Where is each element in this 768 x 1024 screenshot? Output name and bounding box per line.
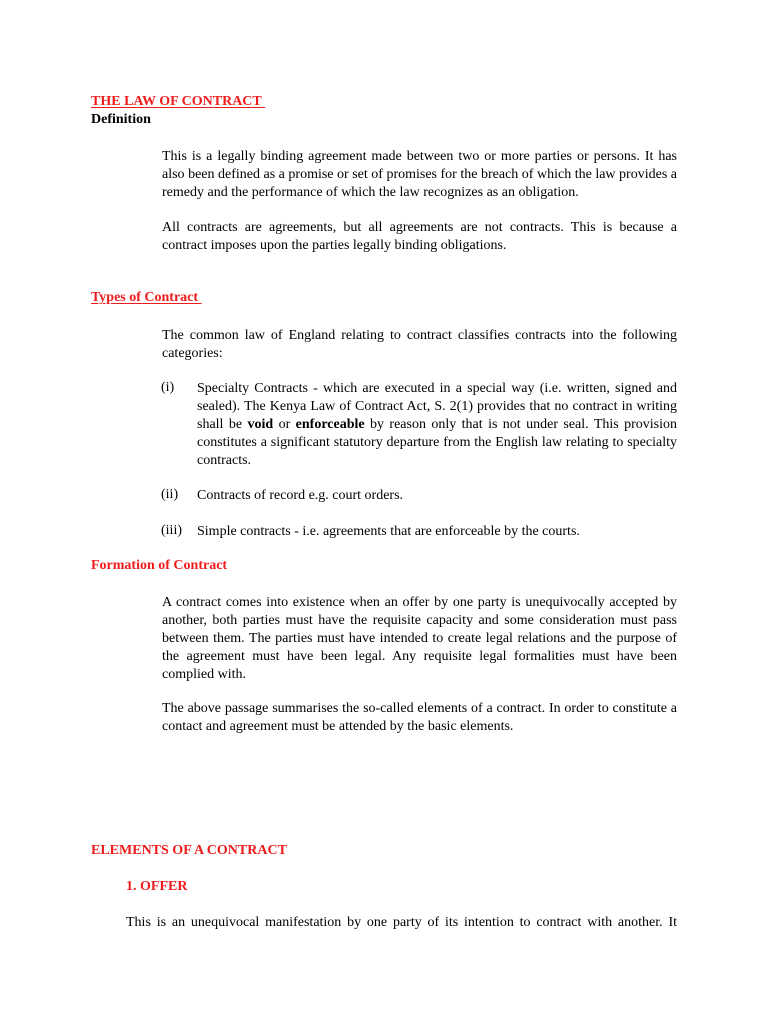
list-item-number: (iii) [161, 523, 182, 538]
offer-heading: 1. OFFER [126, 879, 188, 894]
formation-heading: Formation of Contract [91, 558, 228, 573]
types-heading: Types of Contract [91, 290, 199, 305]
formation-paragraph-2: The above passage summarises the so-called elements of a contract. In order to constitute a contact and agreement must be attended by the basic elements. [162, 701, 677, 734]
page-title: THE LAW OF CONTRACT [91, 94, 262, 109]
definition-paragraph-1: This is a legally binding agreement made between two or more parties or persons. It has also been defined as a promise or set of promises for the breach of which the law provides a remedy and the performance of which the law recognizes as an obligation. [162, 149, 677, 200]
types-intro: The common law of England relating to contract classifies contracts into the following categories: [162, 328, 677, 361]
void-term: void [247, 417, 274, 432]
formation-paragraph-1: A contract comes into existence when an offer by one party is unequivocally accepted by another, both parties must have the requisite capacity and some consideration must pass between them. The parties must have intended to create legal relations and the purpose of the agreement must have been legal. Any requisite legal formalities must have been complied with. [162, 595, 677, 682]
definition-paragraph-2: All contracts are agreements, but all agreements are not contracts. This is because a contract imposes upon the parties legally binding obligations. [162, 220, 677, 253]
definition-label: Definition [91, 112, 151, 127]
list-item-text: Contracts of record e.g. court orders. [197, 488, 404, 503]
offer-paragraph: This is an unequivocal manifestation by one party of its intention to contract with another. It [126, 915, 677, 930]
list-item-text: Simple contracts - i.e. agreements that are enforceable by the courts. [197, 524, 580, 539]
elements-heading: ELEMENTS OF A CONTRACT [91, 843, 287, 858]
list-item-number: (i) [161, 380, 175, 395]
enforceable-term: enforceable [295, 417, 365, 432]
list-item-number: (ii) [161, 487, 179, 502]
list-item-text: Specialty Contracts - which are executed in a special way (i.e. written, signed and sealed). The Kenya Law of Contract Act, S. 2(1) provides that no contract in writing shall be void or enforceable by reason only that is not under seal. This provision constitutes a significant statutory departure from the English law relating to specialty contracts. [197, 381, 677, 468]
